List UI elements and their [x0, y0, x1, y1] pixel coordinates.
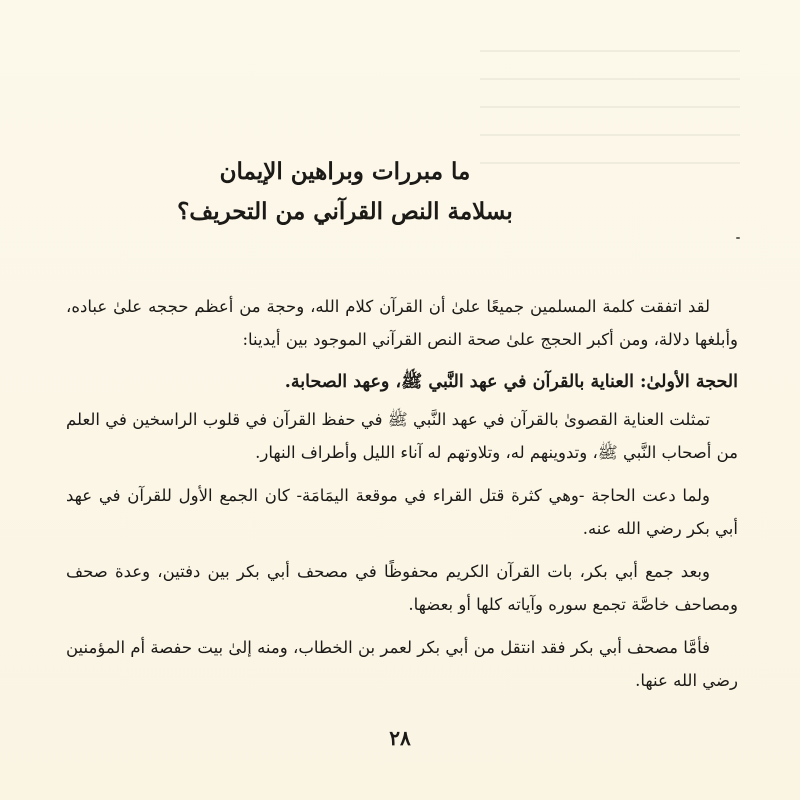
paragraph: فأمَّا مصحف أبي بكر فقد انتقل من أبي بكر لعمر بن الخطاب، ومنه إلىٰ بيت حفصة أم المؤمنين رضي الله عنها. — [66, 638, 738, 690]
ink-speck — [736, 237, 740, 239]
section-heading: الحجة الأولىٰ: العناية بالقرآن في عهد النَّبي ﷺ، وعهد الصحابة. — [284, 372, 738, 392]
paragraph: وبعد جمع أبي بكر، بات القرآن الكريم محفوظًا في مصحف أبي بكر بين دفتين، وعدة صحف ومصاحف خاصَّة تجمع سوره وآياته كلها أو بعضها. — [66, 562, 738, 614]
paragraph-intro: لقد اتفقت كلمة المسلمين جميعًا علىٰ أن القرآن كلام الله، وحجة من أعظم حججه علىٰ عباده، وأبلغها دلالة، ومن أكبر الحجج علىٰ صحة النص القرآني الموجود بين أيدينا: — [66, 297, 738, 349]
page-title — [100, 152, 590, 232]
paragraph: ولما دعت الحاجة -وهي كثرة قتل القراء في موقعة اليمَامَة- كان الجمع الأول للقرآن في عهد أبي بكر رضي الله عنه. — [66, 486, 738, 538]
title-line-1: ما مبررات وبراهين الإيمان — [219, 158, 471, 185]
page-number: ٢٨ — [389, 726, 411, 750]
title-line-2: بسلامة النص القرآني من التحريف؟ — [177, 198, 513, 225]
body-text — [66, 290, 738, 707]
paragraph: تمثلت العناية القصوىٰ بالقرآن في عهد النَّبي ﷺ في حفظ القرآن في قلوب الراسخين في العلم من أصحاب النَّبي ﷺ، وتدوينهم له، وتلاوتهم له آناء الليل وأطراف النهار. — [66, 410, 738, 462]
